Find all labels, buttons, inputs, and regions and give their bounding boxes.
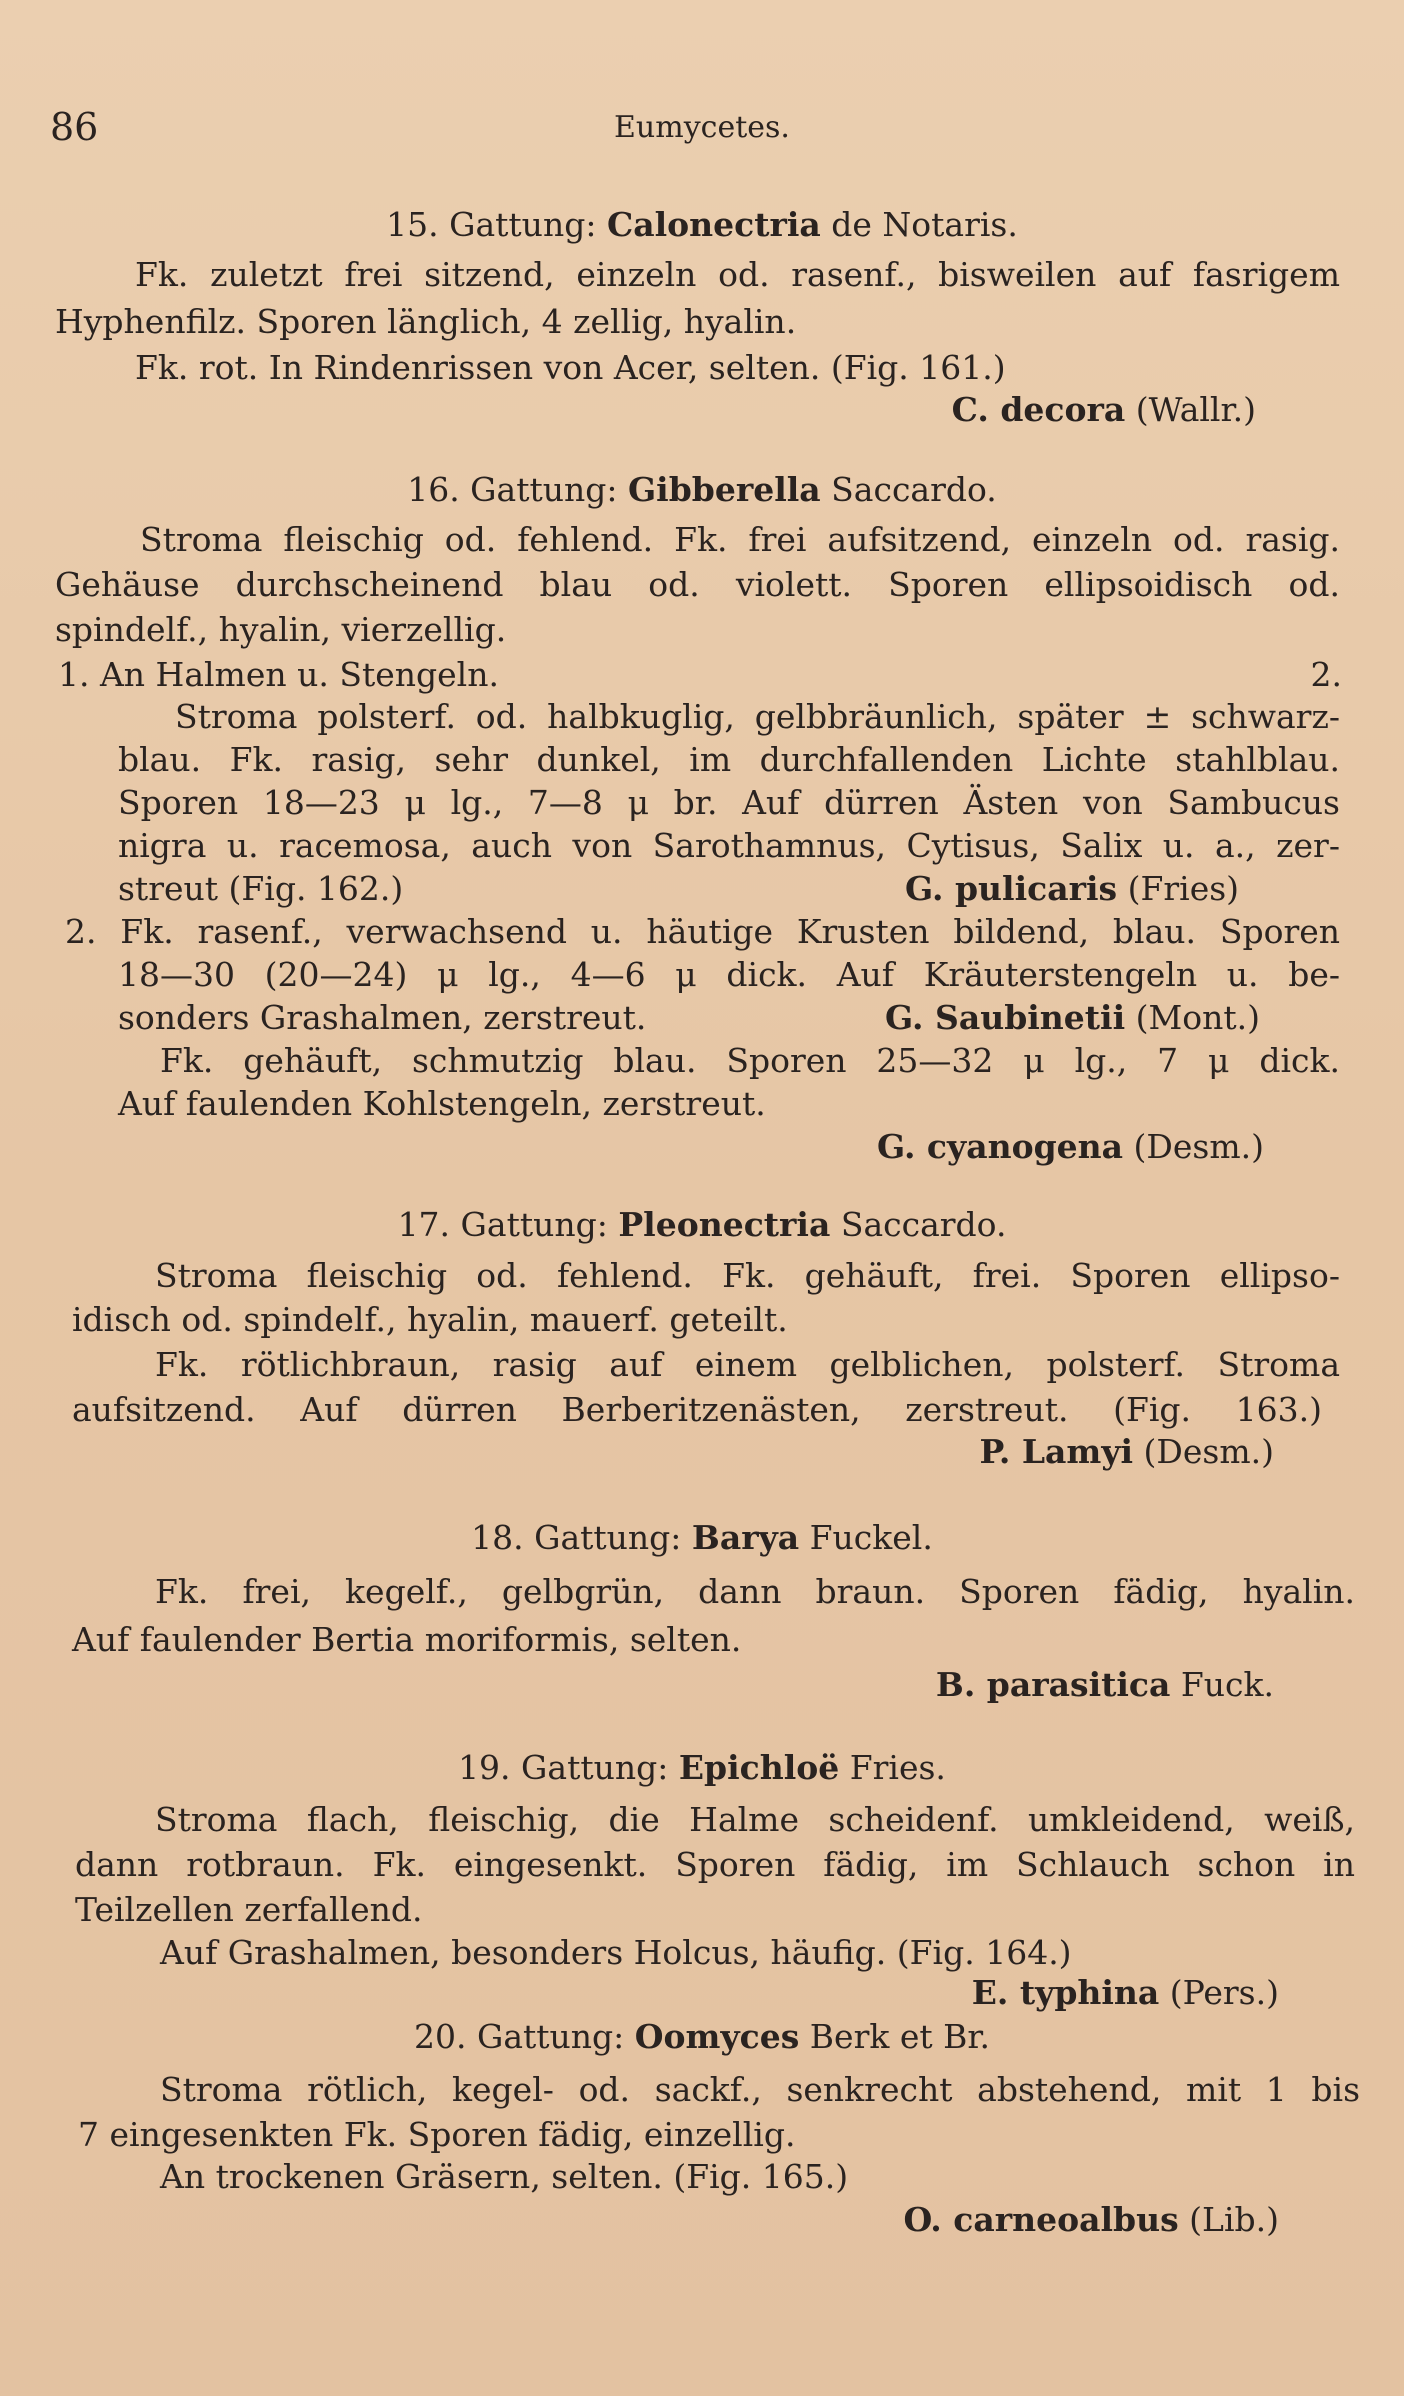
species-name: O. carneoalbus (Lib.) [903, 2200, 1279, 2239]
text-line: Fk. rötlichbraun, rasig auf einem gelblichen, polsterf. Stroma [155, 1345, 1340, 1384]
genus-heading-15: 15. Gattung: Calonectria de Notaris. [386, 205, 1018, 244]
species-name: C. decora (Wallr.) [951, 390, 1256, 429]
genus-heading-18: 18. Gattung: Barya Fuckel. [471, 1518, 933, 1557]
page-number: 86 [50, 105, 99, 149]
key-line: 2. Fk. rasenf., verwachsend u. häutige Krusten bildend, blau. Sporen [65, 912, 1340, 951]
text-line: Hyphenfilz. Sporen länglich, 4 zellig, hyalin. [55, 302, 797, 341]
text-line: Stroma fleischig od. fehlend. Fk. frei aufsitzend, einzeln od. rasig. [140, 520, 1340, 559]
species-name: G. Saubinetii (Mont.) [885, 998, 1261, 1037]
genus-heading-16: 16. Gattung: Gibberella Saccardo. [407, 470, 997, 509]
key-line: 18—30 (20—24) μ lg., 4—6 μ dick. Auf Kräuterstengeln u. be- [118, 955, 1340, 994]
key-line: sonders Grashalmen, zerstreut. [118, 998, 647, 1037]
running-header: Eumycetes. [614, 110, 790, 145]
text-line: dann rotbraun. Fk. eingesenkt. Sporen fädig, im Schlauch schon in [75, 1845, 1355, 1884]
text-line: Fk. rot. In Rindenrissen von Acer, selten. (Fig. 161.) [135, 348, 1006, 387]
species-name: G. cyanogena (Desm.) [876, 1127, 1264, 1166]
genus-heading-20: 20. Gattung: Oomyces Berk et Br. [413, 2017, 990, 2056]
text-line: spindelf., hyalin, vierzellig. [55, 610, 507, 649]
key-line: Auf faulenden Kohlstengeln, zerstreut. [118, 1084, 766, 1123]
key-line: streut (Fig. 162.) [118, 869, 404, 908]
key-reference: 2. [1310, 655, 1342, 694]
key-line: 1. An Halmen u. Stengeln. [58, 655, 499, 694]
text-line: aufsitzend. Auf dürren Berberitzenästen, zerstreut. (Fig. 163.) [72, 1390, 1322, 1429]
species-name: P. Lamyi (Desm.) [979, 1432, 1274, 1471]
genus-heading-17: 17. Gattung: Pleonectria Saccardo. [397, 1205, 1007, 1244]
text-line: idisch od. spindelf., hyalin, mauerf. geteilt. [72, 1300, 788, 1339]
text-line: Gehäuse durchscheinend blau od. violett. Sporen ellipsoidisch od. [55, 565, 1340, 604]
text-line: Stroma rötlich, kegel- od. sackf., senkrecht abstehend, mit 1 bis [160, 2070, 1360, 2109]
text-line: Fk. frei, kegelf., gelbgrün, dann braun. Sporen fädig, hyalin. [155, 1572, 1355, 1611]
species-name: G. pulicaris (Fries) [905, 869, 1240, 908]
text-line: Fk. zuletzt frei sitzend, einzeln od. rasenf., bisweilen auf fasrigem [135, 255, 1340, 294]
text-line: Stroma fleischig od. fehlend. Fk. gehäuft, frei. Sporen ellipso- [155, 1256, 1340, 1295]
key-line: Fk. gehäuft, schmutzig blau. Sporen 25—32 μ lg., 7 μ dick. [160, 1041, 1340, 1080]
key-line: blau. Fk. rasig, sehr dunkel, im durchfallenden Lichte stahlblau. [118, 740, 1340, 779]
text-line: Auf Grashalmen, besonders Holcus, häufig. (Fig. 164.) [160, 1933, 1072, 1972]
text-line: An trockenen Gräsern, selten. (Fig. 165.) [160, 2157, 849, 2196]
text-line: Stroma flach, fleischig, die Halme scheidenf. umkleidend, weiß, [155, 1800, 1355, 1839]
key-line: nigra u. racemosa, auch von Sarothamnus, Cytisus, Salix u. a., zer- [118, 826, 1340, 865]
key-line: Sporen 18—23 μ lg., 7—8 μ br. Auf dürren Ästen von Sambucus [118, 783, 1340, 822]
text-line: Auf faulender Bertia moriformis, selten. [72, 1620, 742, 1659]
genus-heading-19: 19. Gattung: Epichloë Fries. [458, 1748, 946, 1787]
species-name: B. parasitica Fuck. [935, 1665, 1274, 1704]
key-line: Stroma polsterf. od. halbkuglig, gelbbräunlich, später ± schwarz- [175, 697, 1340, 736]
text-line: 7 eingesenkten Fk. Sporen fädig, einzellig. [78, 2115, 796, 2154]
species-name: E. typhina (Pers.) [971, 1973, 1279, 2012]
text-line: Teilzellen zerfallend. [75, 1890, 423, 1929]
